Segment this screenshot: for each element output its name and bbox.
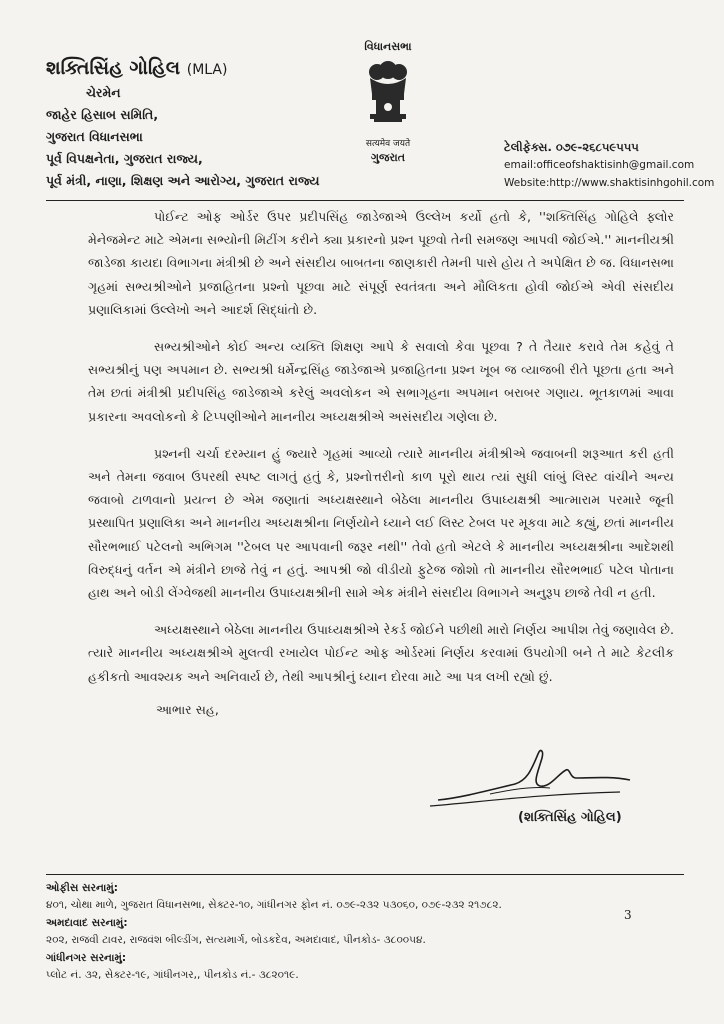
national-emblem-icon (360, 60, 416, 134)
office-address-label: ઓફીસ સરનામું: (46, 882, 118, 894)
designation-chairman: ચેરમેન (86, 85, 121, 100)
emblem-top-text: વિધાનસભા (364, 40, 412, 53)
letterhead-left (46, 56, 346, 192)
letter-body (88, 205, 674, 718)
ahmedabad-address-label: અમદાવાદ સરનામું: (46, 916, 128, 929)
header-divider (46, 200, 684, 201)
signature-scribble (420, 740, 640, 816)
footer-divider (46, 874, 684, 875)
closing-line: આભાર સહ, (156, 701, 219, 717)
sender-name-line (46, 56, 346, 82)
designation-committee: જાહેર હિસાબ સમિતિ, (46, 107, 159, 122)
signature-name: (શક્તિસિંહ ગોહિલ) (518, 810, 622, 825)
footer-addresses (46, 880, 666, 984)
designation-former-minister: પૂર્વ મંત્રી, નાણા, શિક્ષણ અને આરોગ્ય, ગુજરાત રાજ્ય (46, 173, 320, 188)
paragraph-3: પ્રશ્નની ચર્ચા દરમ્યાન હું જ્યારે ગૃહમાં આવ્યો ત્યારે માનનીય મંત્રીશ્રીએ જવાબની શરૂઆત કરી હતી અને તેમના જવાબ ઉપરથી સ્પષ્ટ લાગતું હતું કે, પ્રશ્નોત્તરીનો કાળ પૂરો થાય ત્યાં સુધી લાંબું લિસ્ટ વાંચીને અન્ય જવાબો ટાળવાનો પ્રયત્ન છે એમ જણાતાં અધ્યક્ષસ્થાને બેઠેલા માનનીય ઉપાધ્યક્ષશ્રી આત્મારામ પરમારે જૂની પ્રસ્થાપિત પ્રણાલિકા અને માનનીય અધ્યક્ષશ્રીના નિર્ણયોને ધ્યાને લઈ લિસ્ટ ટેબલ પર મૂકવા માટે કહ્યું, છતાં માનનીય સૌરભભાઈ પટેલનો અભિગમ ''ટેબલ પર આપવાની જરૂર નથી'' તેવો હતો એટલે કે માનનીય અધ્યક્ષશ્રીના આદેશથી વિરુદ્ધનું વર્તન એ મંત્રીને છાજે તેવું ન હતું. આપશ્રી જો વીડીયો ફુટેજ જોશો તો માનનીય સૌરભભાઈ પટેલ પોતાના હાથ અને બોડી લેંગ્વેજથી માનનીય ઉપાધ્યક્ષશ્રીની સામે એક મંત્રીને સંસદીય વિભાગને અનુરૂપ છાજે તેવી ન હતી. (88, 445, 674, 601)
ahmedabad-address: ૨૦૨, રાજવી ટાવર, રાજવંશ બીલ્ડીંગ, સત્યમાર્ગ, બોડકદેવ, અમદાવાદ, પીનકોડ- ૩૮૦૦૫૪. (46, 934, 426, 947)
emblem-block (340, 40, 436, 165)
letterhead-right (504, 138, 715, 192)
email-text: email:officeofshaktisinh@gmail.com (504, 159, 695, 171)
emblem-bottom-text: ગુજરાત (370, 151, 406, 164)
designation-assembly: ગુજરાત વિધાનસભા (46, 129, 143, 144)
sender-title: (MLA) (186, 62, 228, 78)
gandhinagar-address-label: ગાંધીનગર સરનામું: (46, 951, 127, 964)
sender-name: શક્તિસિંહ ગોહિલ (46, 57, 181, 79)
page-number: 3 (624, 908, 632, 922)
designation-former-opposition: પૂર્વ વિપક્ષનેતા, ગુજરાત રાજ્ય, (46, 151, 203, 166)
paragraph-1: પોઈન્ટ ઓફ ઓર્ડર ઉપર પ્રદીપસિંહ જાડેજાએ ઉલ્લેખ કર્યો હતો કે, ''શક્તિસિંહ ગોહિલે ફ્લોર મેનેજમેન્ટ માટે એમના સભ્યોની મિટીંગ કરીને ક્યા પ્રકારનો પ્રશ્ન પૂછવો તેની સમજણ આપવી જોઈએ.'' માનનીયશ્રી જાડેજા કાયદા વિભાગના મંત્રીશ્રી છે અને સંસદીય બાબતના જાણકારી તેમની પાસે હોય તે અપેક્ષિત છે જ. વિધાનસભા ગૃહમાં સભ્યશ્રીઓને પ્રજાહિતના પ્રશ્નો પૂછવા માટે સંપૂર્ણ સ્વતંત્રતા અને મૌલિકતા હોવી જોઈએ એવી સંસદીય પ્રણાલિકામાં ઉલ્લેખો અને આદર્શ સિદ્ધાંતો છે. (88, 209, 674, 317)
paragraph-4: અધ્યક્ષસ્થાને બેઠેલા માનનીય ઉપાધ્યક્ષશ્રીએ રેકર્ડ જોઈને પછીથી મારો નિર્ણય આપીશ તેવું જણાવેલ છે. ત્યારે માનનીય અધ્યક્ષશ્રીએ મુલત્વી રખાયેલ પોઈન્ટ ઓફ ઓર્ડરમાં નિર્ણય કરવામાં ઉપયોગી બને તે માટે કેટલીક હકીકતો આવશ્યક અને અનિવાર્ય છે, તેથી આપશ્રીનું ધ્યાન દોરવા માટે આ પત્ર લખી રહ્યો છું. (88, 622, 674, 684)
website-text: Website:http://www.shaktisinhgohil.com (504, 177, 715, 189)
gandhinagar-address: પ્લોટ નં. ૩૨, સેક્ટર-૧૯, ગાંધીનગર,, પીનકોડ નં.- ૩૮૨૦૧૯. (46, 969, 299, 982)
telefax: ટેલીફેક્સ. ૦૭૯-૨૬૮૫૯૫૫૫ (504, 140, 639, 154)
office-address: ૪૦૧, ચોથા માળે, ગુજરાત વિધાનસભા, સેક્ટર-૧૦, ગાંધીનગર ફોન નં. ૦૭૯-૨૩૨ ૫૩૦૬૦, ૦૭૯-૨૩૨ ૨૧૭૮૨. (46, 899, 502, 912)
paragraph-2: સભ્યશ્રીઓને કોઈ અન્ય વ્યક્તિ શિક્ષણ આપે કે સવાલો કેવા પૂછવા ? તે તૈયાર કરાવે તેમ કહેવું તે સભ્યશ્રીનું પણ અપમાન છે. સભ્યશ્રી ધર્મેન્દ્રસિંહ જાડેજાએ પ્રજાહિતના પ્રશ્ન ખૂબ જ વ્યાજબી રીતે પૂછતા હતા અને તેમ છતાં મંત્રીશ્રી પ્રદીપસિંહ જાડેજાએ કરેલું અવલોકન એ સભાગૃહના અપમાન બરાબર ગણાય. ભૂતકાળમાં આવા પ્રકારના અવલોકનો કે ટિપ્પણીઓને માનનીય અધ્યક્ષશ્રીએ અસંસદીય ગણેલા છે. (88, 339, 674, 424)
emblem-motto: सत्यमेव जयते (365, 139, 411, 149)
